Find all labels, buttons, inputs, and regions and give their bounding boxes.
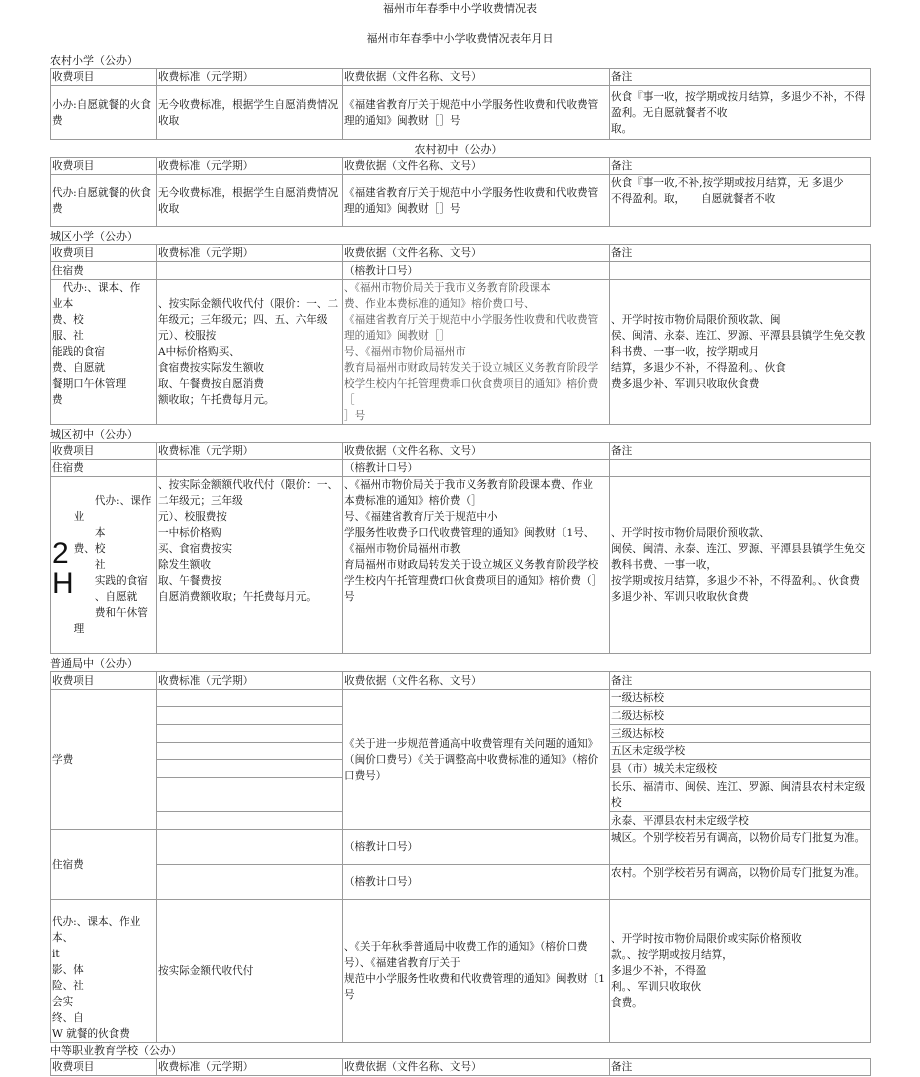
table-row — [51, 900, 871, 1043]
header-cell: 收费项目 — [51, 245, 157, 262]
fee-basis: 《福建省教育厅关于规范中小学服务性收费和代收费管理的通知》闽教财［］号 — [343, 86, 610, 140]
table-row — [51, 262, 871, 280]
header-cell: 收费项目 — [51, 672, 157, 690]
fee-item: 代办:、课本、作 业本 费、校 服、社 能践的食宿 费、自愿就 餐期口午休管理 费 — [51, 280, 157, 425]
fee-basis: 、《关于年秋季普通局中收费工作的通知》（榕价口费号）、《福建省教育厅关于 规范中小学服务性收费和代收费管理的通知》闽教财〔1 号 — [343, 900, 610, 1043]
fee-table — [50, 1058, 871, 1076]
section-rural-junior — [50, 142, 867, 227]
fee-note — [610, 262, 871, 280]
header-cell: 收费依据（文件名称、文号） — [343, 158, 610, 175]
fee-standard — [157, 865, 343, 900]
header-cell: 收费项目 — [51, 158, 157, 175]
header-cell: 备注 — [610, 1059, 871, 1076]
fee-note: 长乐、福清市、闽侯、连江、罗源、闽清县农村未定级校 — [610, 778, 871, 812]
header-cell: 收费项目 — [51, 443, 157, 460]
stray-glyph-h: H — [52, 567, 74, 600]
table-row — [51, 477, 871, 654]
fee-standard — [157, 830, 343, 865]
section-label: 城区小学（公办） — [50, 230, 138, 243]
header-cell: 收费依据（文件名称、文号） — [343, 443, 610, 460]
section-general-high — [50, 656, 867, 1043]
fee-standard — [157, 725, 343, 743]
header-cell: 收费依据（文件名称、文号） — [343, 69, 610, 86]
fee-item: 小办:自愿就餐的火食费 — [51, 86, 157, 140]
fee-basis: （榕教计口号） — [343, 865, 610, 900]
table-row — [51, 690, 871, 707]
fee-basis: 《福建省教育厅关于规范中小学服务性收费和代收费管理的通知》闽教财［］号 — [343, 175, 610, 227]
fee-note: 三级达标校 — [610, 725, 871, 743]
header-cell: 备注 — [610, 69, 871, 86]
fee-standard — [157, 760, 343, 778]
fee-basis: （榕教计口号） — [343, 262, 610, 280]
fee-basis: （榕教计口号） — [343, 830, 610, 865]
fee-note: 、开学时按市物价局限价预收款、闽 侯、闽清、永泰、连江、罗源、平潭县县镇学生免交教 科书费、一事一收，按学期或月 结算，多退少不补，不得盈利。、伙食 费多退少补、军训只收取伙食费 — [610, 280, 871, 425]
stray-glyphs — [52, 493, 74, 599]
fee-standard — [157, 707, 343, 725]
table-header-row — [51, 69, 871, 86]
fee-standard: 无今收费标准，根据学生自愿消费情况收取 — [157, 86, 343, 140]
fee-standard — [157, 743, 343, 760]
header-cell: 备注 — [610, 158, 871, 175]
fee-note: 一级达标校 — [610, 690, 871, 707]
fee-note: 伙食『事一收，按学期或按月结算，多退少不补，不得盈利。无自愿就餐者不收 取。 — [610, 86, 871, 140]
fee-note: 、开学时按市物价局限价或实际价格预收 款。、按学期或按月结算， 多退少不补，不得盈 利。、军训只收取伙 食费。 — [610, 900, 871, 1043]
table-header-row — [51, 672, 871, 690]
fee-note: 二级达标校 — [610, 707, 871, 725]
header-cell: 收费标准（元学期） — [157, 158, 343, 175]
fee-note: 县（市）城关未定级校 — [610, 760, 871, 778]
header-cell: 收费标准（元学期） — [157, 69, 343, 86]
fee-basis: 、《福州市物价局关于我市义务教育阶段课本 费、作业本费标准的通知》榕价费口号、 《福建省教育厅关于规范中小学服务性收费和代收费管 理的通知》闽教财［］ 号、《福州市物价局福州市 教育局福州市财政局转发关于设立城区义务教育阶段学 校学生校内午托管理费乖口伙食费项目的通知》榕价费［ ］号 — [343, 280, 610, 425]
fee-note: 伙食『事一收,不补,按学期或按月结算，无 多退少 不得盈利。取， 自愿就餐者不收 — [610, 175, 871, 227]
fee-standard — [157, 262, 343, 280]
fee-standard — [157, 460, 343, 477]
fee-table — [50, 244, 871, 425]
fee-note: 农村。个别学校若另有调高，以物价局专门批复为准。 — [610, 865, 871, 900]
section-urban-primary — [50, 229, 867, 425]
fee-item: 代办:自愿就餐的伙食费 — [51, 175, 157, 227]
table-row — [51, 280, 871, 425]
header-cell: 收费标准（元学期） — [157, 1059, 343, 1076]
fee-table — [50, 442, 871, 654]
fee-standard — [157, 778, 343, 812]
header-cell: 收费项目 — [51, 69, 157, 86]
section-label: 城区初中（公办） — [50, 428, 138, 441]
fee-note: 、开学时按市物价局限价预收款、 闽侯、闽清、永泰、连江、罗源、平潭县县镇学生免交 教科书费、一事一收， 按学期或按月结算，多退少不补，不得盈利。、伙食费 多退少补、军训只收取伙食费 — [610, 477, 871, 654]
document-title: 福州市年春季中小学收费情况表 — [383, 2, 537, 15]
fee-standard — [157, 812, 343, 830]
section-rural-primary — [50, 53, 867, 140]
section-label: 农村初中（公办） — [414, 143, 503, 156]
fee-item-wrap — [52, 493, 155, 637]
fee-table — [50, 671, 871, 1043]
header-cell: 备注 — [610, 672, 871, 690]
header-cell: 备注 — [610, 443, 871, 460]
header-cell: 备注 — [610, 245, 871, 262]
stray-glyph-2: 2 — [52, 537, 69, 570]
fee-item: 住宿费 — [51, 460, 157, 477]
fee-item: 代办:、课本、作业本、 it 影、体 险、社 会实 终、自 W 就餐的伙食费 — [51, 900, 157, 1043]
table-header-row — [51, 443, 871, 460]
fee-note: 五区未定级学校 — [610, 743, 871, 760]
header-cell: 收费标准（元学期） — [157, 443, 343, 460]
fee-item — [51, 477, 157, 654]
fee-item: 学费 — [51, 690, 157, 830]
section-label: 普通局中（公办） — [50, 657, 138, 670]
fee-basis: （榕教计口号） — [343, 460, 610, 477]
fee-table — [50, 68, 871, 140]
section-label: 中等职业教育学校（公办） — [50, 1044, 182, 1057]
table-row — [51, 175, 871, 227]
section-vocational — [50, 1043, 867, 1076]
table-header-row — [51, 1059, 871, 1076]
fee-standard: 按实际金额代收代付 — [157, 900, 343, 1043]
fee-standard: 无今收费标准，根据学生自愿消费情况收取 — [157, 175, 343, 227]
fee-basis: 、《福州市物价局关于我市义务教育阶段课本费、作业 本费标准的通知》榕价费（］ 号、《福建省教育厅关于规范中小 学服务性收费予口代收费管理的通知》闽教财〔1号、 《福州市物价局福州市教 育局福州市财政局转发关于设立城区义务教育阶段学校 学生校内午托管理费f口伙食费项目的通知》榕价费（］ 号 — [343, 477, 610, 654]
table-row — [51, 830, 871, 865]
fee-note: 永泰、平潭县农村未定级学校 — [610, 812, 871, 830]
header-cell: 收费标准（元学期） — [157, 672, 343, 690]
fee-standard — [157, 690, 343, 707]
header-cell: 收费依据（文件名称、文号） — [343, 1059, 610, 1076]
fee-standard: 、按实际金额代收代付（限价：一、二 年级元；三年级元；四、五、六年级 元）、校服按 A中标价格购买、 食宿费按实际发生额收 取、午餐费按自愿消费 额收取；午托费每月元。 — [157, 280, 343, 425]
fee-item-text: 代办:、课作业 本 费、校 社 实践的食宿 、自愿就 费和午休管理 — [73, 495, 152, 635]
header-cell: 收费依据（文件名称、文号） — [343, 672, 610, 690]
fee-note — [610, 460, 871, 477]
header-cell: 收费标准（元学期） — [157, 245, 343, 262]
fee-standard: 、按实际金额额代收代付（限价：一、 二年级元；三年级 元）、校服费按 一中标价格购 买、食宿费按实 除发生额收 取、午餐费按 自愿消费额收取；午托费每月元。 — [157, 477, 343, 654]
fee-basis: 《关于进一步规范普通高中收费管理有关问题的通知》（闽价口费号）《关于调整高中收费标准的通知》（榕价口费号） — [343, 690, 610, 830]
fee-table — [50, 157, 871, 227]
fee-item: 住宿费 — [51, 830, 157, 900]
table-row — [51, 460, 871, 477]
table-row — [51, 865, 871, 900]
header-cell: 收费项目 — [51, 1059, 157, 1076]
table-header-row — [51, 158, 871, 175]
table-row — [51, 86, 871, 140]
header-cell: 收费依据（文件名称、文号） — [343, 245, 610, 262]
fee-item: 住宿费 — [51, 262, 157, 280]
section-label: 农村小学（公办） — [50, 54, 138, 67]
document-subtitle: 福州市年春季中小学收费情况表年月日 — [366, 32, 554, 45]
section-urban-junior — [50, 427, 867, 654]
fee-note: 城区。个别学校若另有调高，以物价局专门批复为准。 — [610, 830, 871, 865]
table-header-row — [51, 245, 871, 262]
